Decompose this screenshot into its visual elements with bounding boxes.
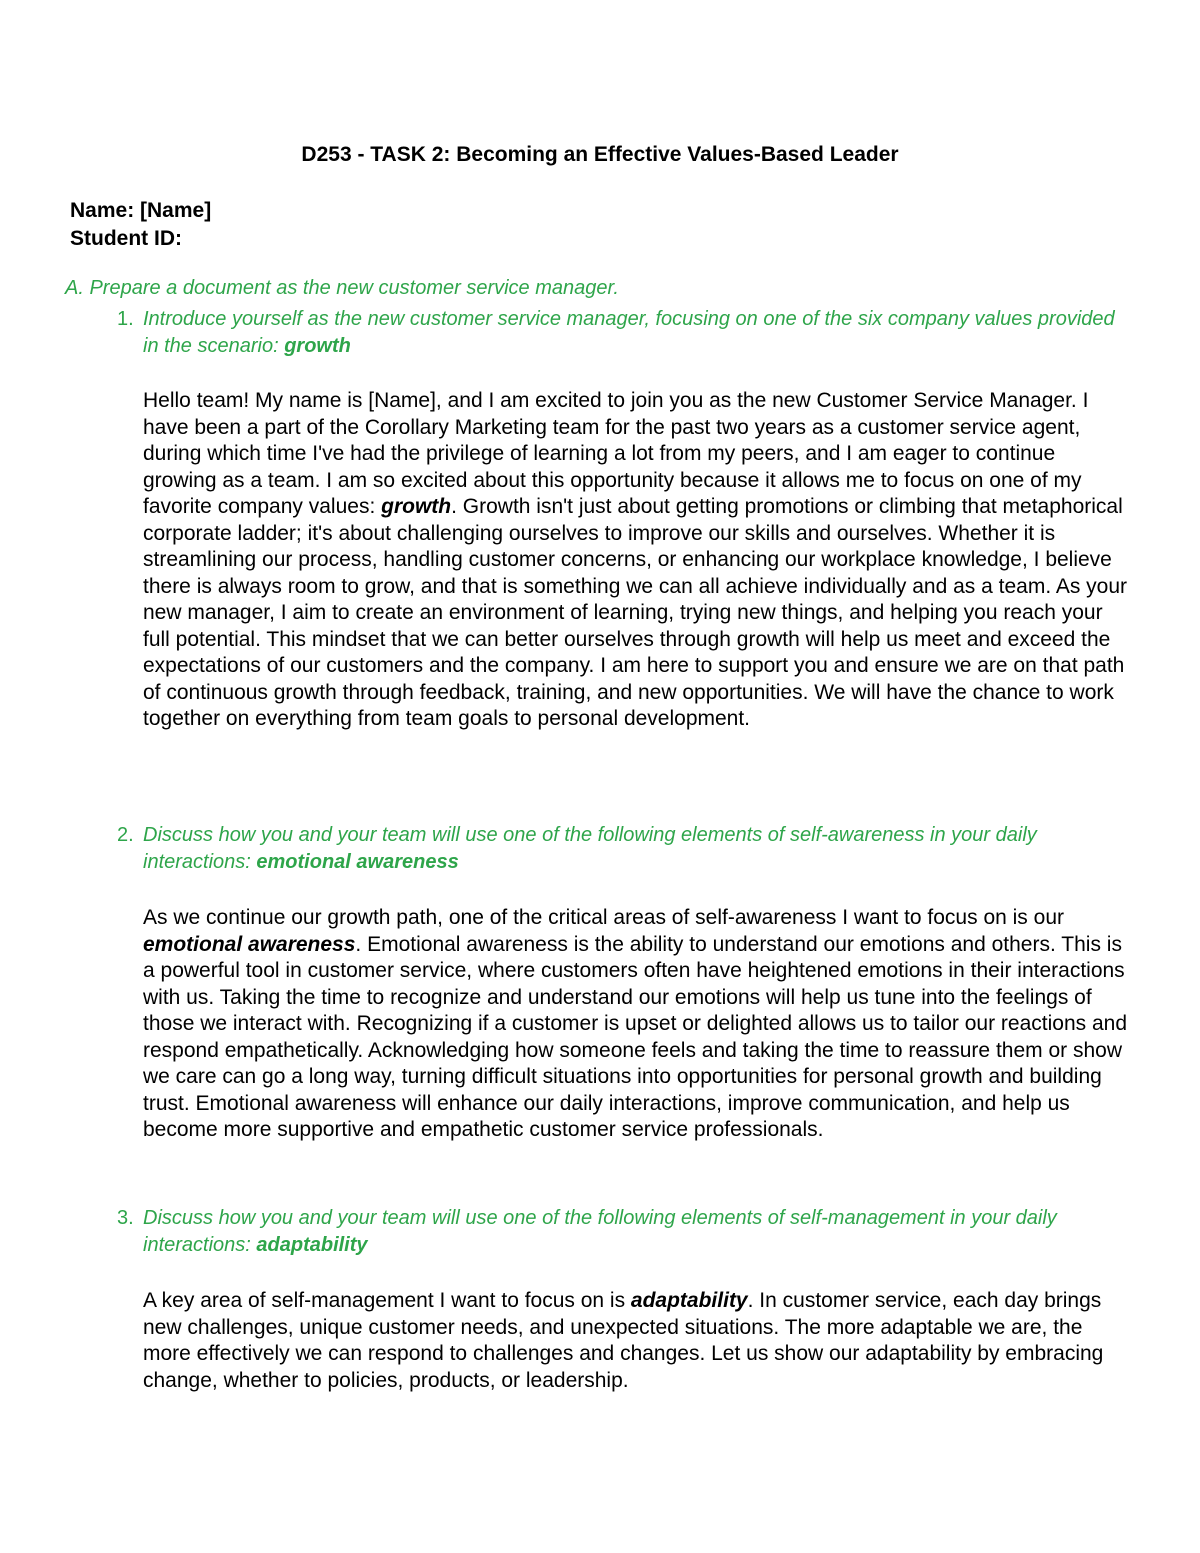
item-3-body-after: . In customer service, each day brings new challenges, unique customer needs, and unexpected situations. The more adaptable we are, the more effectively we can respond to challenges and changes. Let us show our adaptability by embracing change, whether to policies, products, or leadership. [143, 1289, 1104, 1392]
item-1-number: 1. [117, 308, 134, 330]
item-2-body [143, 905, 1128, 1144]
item-2-prompt-text: Discuss how you and your team will use one of the following elements of self-awareness in your daily interactions: [143, 824, 1037, 873]
student-id-line: Student ID: [70, 227, 182, 250]
item-3-number: 3. [117, 1207, 134, 1229]
item-1-prompt [143, 306, 1133, 360]
item-2-prompt [143, 822, 1133, 876]
item-3-body-before: A key area of self-management I want to focus on is [143, 1289, 631, 1312]
item-3-prompt-keyword: adaptability [256, 1234, 368, 1256]
item-1-body [143, 388, 1128, 733]
section-a-heading: A. Prepare a document as the new customer service manager. [65, 277, 619, 299]
item-1-body-before: Hello team! My name is [Name], and I am excited to join you as the new Customer Service Manager. I have been a part of the Corollary Marketing team for the past two years as a customer service agent, during which time I've had the privilege of learning a lot from my peers, and I am eager to continue growing as a team. I am so excited about this opportunity because it allows me to focus on one of my favorite company values: [143, 389, 1089, 518]
page-title: D253 - TASK 2: Becoming an Effective Values-Based Leader [301, 143, 899, 166]
item-2-body-keyword: emotional awareness [143, 932, 356, 956]
item-3-body [143, 1288, 1128, 1394]
item-2-prompt-keyword: emotional awareness [256, 851, 459, 873]
item-1-body-keyword: growth [381, 495, 452, 518]
item-2-body-before: As we continue our growth path, one of the critical areas of self-awareness I want to focus on is our [143, 906, 1064, 929]
item-3-prompt [143, 1205, 1133, 1259]
item-2-number: 2. [117, 824, 134, 846]
item-1-prompt-keyword: growth [284, 335, 351, 357]
item-1-body-after: . Growth isn't just about getting promotions or climbing that metaphorical corporate ladder; it's about challenging ourselves to improve our skills and ourselves. Whether it is streamlining our process, handling customer concerns, or enhancing our workplace knowledge, I believe there is always room to grow, and that is something we can all achieve individually and as a team. As your new manager, I aim to create an environment of learning, trying new things, and helping you reach your full potential. This mindset that we can better ourselves through growth will help us meet and exceed the expectations of our customers and the company. I am here to support you and ensure we are on that path of continuous growth through feedback, training, and new opportunities. We will have the chance to work together on everything from team goals to personal development. [143, 495, 1128, 730]
item-2-body-after: . Emotional awareness is the ability to understand our emotions and others. This is a powerful tool in customer service, where customers often have heightened emotions in their interactions with us. Taking the time to recognize and understand our emotions will help us tune into the feelings of those we interact with. Recognizing if a customer is upset or delighted allows us to tailor our reactions and respond empathetically. Acknowledging how someone feels and taking the time to reassure them or show we care can go a long way, turning difficult situations into opportunities for personal growth and building trust. Emotional awareness will enhance our daily interactions, improve communication, and help us become more supportive and empathetic customer service professionals. [143, 932, 1128, 1141]
item-3-prompt-text: Discuss how you and your team will use one of the following elements of self-management in your daily interactions: [143, 1207, 1057, 1256]
name-line: Name: [Name] [70, 199, 212, 222]
item-3-body-keyword: adaptability [630, 1289, 748, 1312]
item-1-prompt-text: Introduce yourself as the new customer service manager, focusing on one of the six company values provided in the scenario: [143, 308, 1115, 357]
